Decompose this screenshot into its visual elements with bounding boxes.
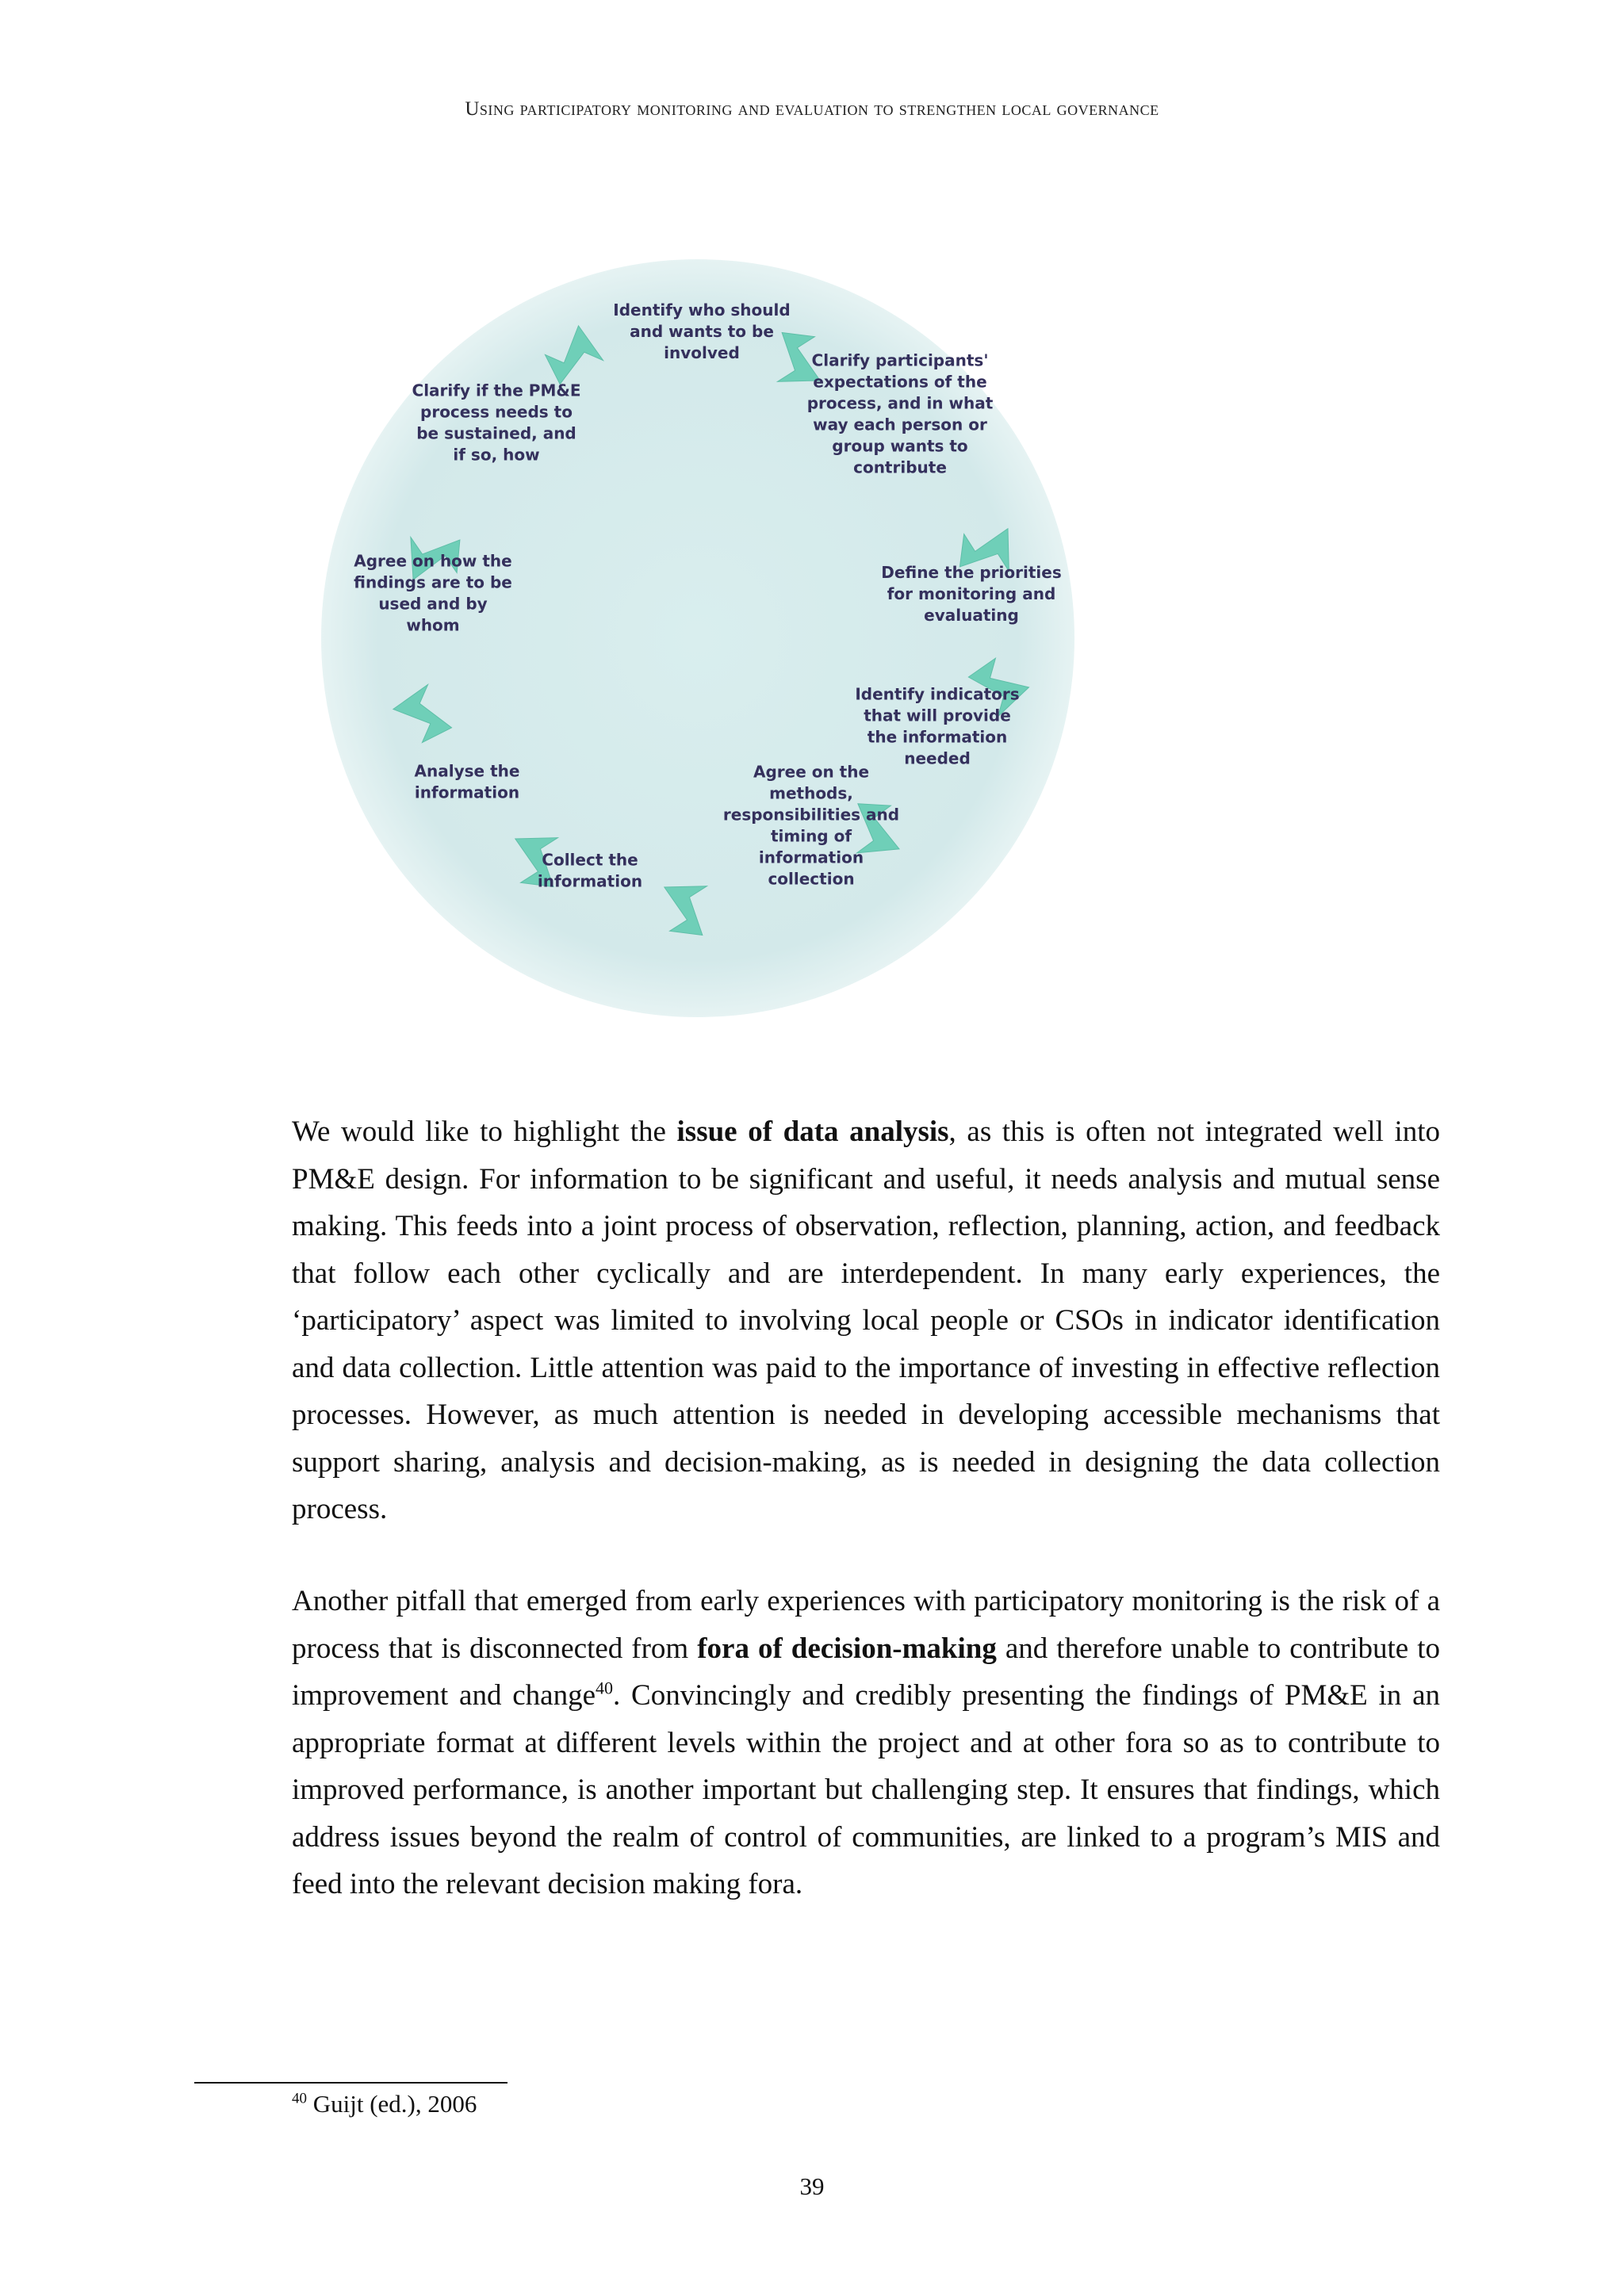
cycle-step-3-line: Define the priorities [881, 563, 1062, 582]
cycle-step-2-line: Clarify participants' [811, 350, 989, 370]
footnote-reference[interactable]: 40 [596, 1678, 614, 1698]
cycle-step-2-line: way each person or [813, 415, 987, 434]
footnote-text: Guijt (ed.), 2006 [312, 2090, 477, 2118]
footnote-number: 40 [292, 2090, 307, 2107]
paragraph-decision-making [292, 1578, 1440, 1908]
cycle-step-5-line: collection [768, 869, 855, 889]
cycle-step-4-line: that will provide [864, 706, 1011, 725]
cycle-step-8-line: Agree on how the [354, 551, 512, 571]
cycle-step-2-line: process, and in what [806, 393, 994, 413]
cycle-step-2-line: group wants to [832, 436, 968, 456]
cycle-step-9-line: if so, how [453, 445, 540, 465]
paragraph1-text-end: , as this is often not integrated well into PM&E design. For information to be significant and useful, it needs analysis and mutual sense making. This feeds into a joint process of observation, reflection, planning, action, and feedback that follow each other cyclically and are interdependent. In many early experiences, the ‘participatory’ aspect was limited to involving local people or CSOs in indicator identification and data collection. Little attention was paid to the importance of investing in effective reflection processes. However, as much attention is needed in developing accessible mechanisms that support sharing, analysis and decision-making, as is needed in designing the data collection process. [292, 1115, 1440, 1525]
cycle-step-2-line: contribute [853, 457, 947, 477]
paragraph2-bold-phrase: fora of decision-making [697, 1632, 997, 1665]
paragraph1-text-start: We would like to highlight the [292, 1115, 677, 1148]
cycle-step-4-line: Identify indicators [855, 684, 1020, 704]
cycle-step-4-line: the information [867, 727, 1008, 747]
cycle-step-1-line: and wants to be [630, 322, 774, 341]
footnote [292, 2090, 477, 2118]
cycle-step-5-line: methods, [769, 783, 853, 803]
cycle-step-9-line: Clarify if the PM&E [412, 381, 581, 400]
pme-cycle-diagram [285, 182, 1126, 1039]
cycle-step-3-line: evaluating [924, 606, 1019, 625]
cycle-step-9-line: process needs to [420, 402, 573, 422]
cycle-step-8-line: used and by [378, 594, 488, 614]
cycle-step-7-line: information [414, 783, 520, 802]
cycle-step-3-line: for monitoring and [887, 584, 1056, 603]
paragraph2-text-end: . Convincingly and credibly presenting the findings of PM&E in an appropriate format at different levels within the project and at other fora so as to contribute to improved performance, is another important but challenging step. It ensures that findings, which address issues beyond the realm of control of communities, are linked to a program’s MIS and feed into the relevant decision making fora. [292, 1679, 1440, 1900]
cycle-step-7-line: Analyse the [414, 761, 520, 781]
cycle-step-1-line: Identify who should [613, 300, 791, 320]
footnote-divider [194, 2082, 508, 2084]
cycle-step-2-line: expectations of the [813, 372, 987, 392]
cycle-step-9-line: be sustained, and [416, 423, 576, 443]
running-header: Using participatory monitoring and evaluation to strengthen local governance [465, 98, 1159, 120]
cycle-step-5-line: information [758, 848, 864, 867]
cycle-step-4-line: needed [904, 748, 971, 768]
paragraph-data-analysis [292, 1108, 1440, 1533]
cycle-step-8-line: whom [406, 615, 460, 635]
paragraph2-text-middle: and therefore unable to contribute to improvement and change [292, 1632, 1441, 1712]
paragraph2-text-start: Another pitfall that emerged from early experiences with participatory monitoring is the risk of a process that is disconnected from [292, 1585, 1440, 1665]
page-number: 39 [799, 2172, 825, 2200]
cycle-step-6-line: information [537, 871, 643, 891]
cycle-step-5-line: Agree on the [753, 762, 870, 782]
cycle-step-6-line: Collect the [542, 850, 638, 870]
cycle-step-5-line: timing of [770, 826, 852, 846]
cycle-step-5-line: responsibilities and [722, 805, 900, 825]
cycle-step-1-line: involved [664, 343, 740, 362]
cycle-step-8-line: findings are to be [354, 572, 512, 592]
paragraph1-bold-phrase: issue of data analysis [676, 1115, 949, 1148]
